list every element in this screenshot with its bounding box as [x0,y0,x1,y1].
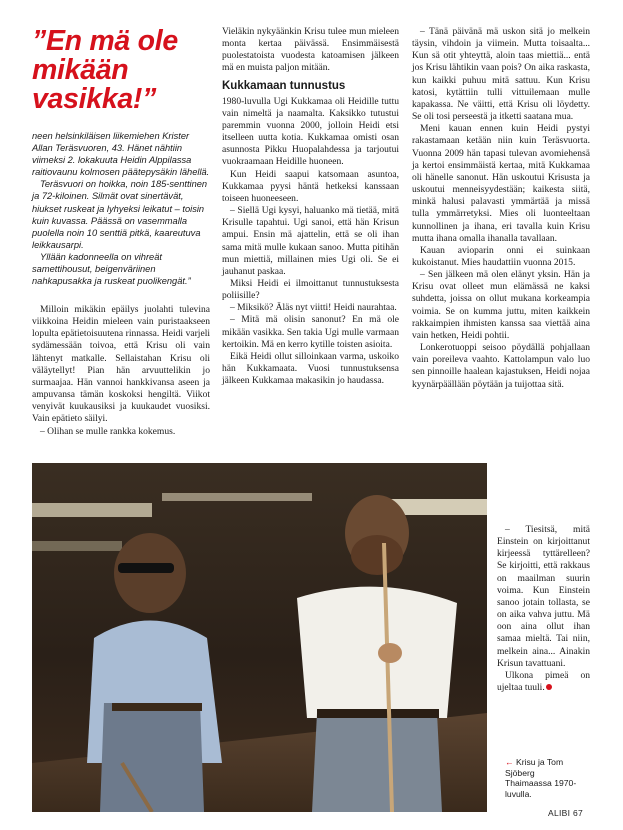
photo-krisu-and-tom [32,463,487,812]
lede-paragraph: Yllään kadonneella on vihreät samettihousut, beigenväriinen nahkapusakka ja ruskeat puolikengät.” [32,251,191,287]
column-2 [222,26,399,387]
body-paragraph: Milloin mikäkin epäilys juolahti tulevina viikkoina Heidin mieleen vain puristaakseen lopulta epätietoisuutena rinnassa. Heidi varjeli sydämessään toivoa, että Krisu oli vain lähtenyt matkalle. Sellaistahan Krisu oli väläytellyt! Pian hän arvuuttelikin jo surmaajaa. Hän vannoi hankkivansa aseen ja ampuvansa tämän koskoksi hengiltä. Viikot venyivät kuukausiksi ja kuukaudet vuosiksi. Vain epätieto säilyi. [32,304,210,425]
photo-image [32,463,487,812]
arrow-left-icon: ← [505,757,514,767]
column-1 [32,304,210,438]
body-paragraph: Lonkerotuoppi seisoo pöydällä pohjallaan vain poreileva vaahto. Kattolampun valo luo sen pinnoille haalean kajastuksen, Heidi nojaa kyynärpäällään pöytään ja tuijottaa sitä. [412,342,590,390]
body-paragraph: – Tiesitsä, mitä Einstein on kirjoittanut kirjeessä tyttärelleen? Se kirjoitti, että rakkaus on maailman suurin voima. Kun Einstein sanoo jotain tollasta, se on aika vahva juttu. Mä oon aina ollut ihan samaa mieltä. Tai niin, melkein aina... Ainakin Krisun tavattuani. [497,524,590,669]
closing-sentence: Ulkona pimeä on ujeltaa tuuli. [497,669,590,694]
body-paragraph: – Sen jälkeen mä olen elänyt yksin. Hän ja Krisu ovat olleet mun elämässä ne kaksi suhdetta, joissa on ollut mukana korkeampia voimia. Se on kumma juttu, miten kaikkein rakkaimpien ihmisten kanssa saa viettää aina vain hetken, Heidi pohtii. [412,269,590,341]
body-paragraph: – Mitä mä olisin sanonut? En mä ole mikään vasikka. Sen takia Ugi mulle varmaan kertoikin. Mä en kerro kytille toisten asioita. [222,314,399,350]
body-paragraph: – Siellä Ugi kysyi, haluanko mä tietää, mitä Krisulle tapahtui. Ugi sanoi, että hän Krisun ampui. Ensin mä ajattelin, että se oli ihan sama mitä mulle kukaan sanoo. Mutta pitihän mun miettiä, millainen mies Ugi oli. Se ei jauhanut paskaa. [222,205,399,277]
body-paragraph: – Miksikö? Äläs nyt viitti! Heidi naurahtaa. [230,302,397,314]
headline: ”En mä ole mikään vasikka!” [32,25,178,115]
body-paragraph: Meni kauan ennen kuin Heidi pystyi rakastamaan ketään niin kuin Teräsvuorta. Vuonna 2009 hän tapasi tulevan avomiehensä ja kertoi ensimmäistä kertaa, mitä Kukkamaa oli hänelle sanonut. Hän uskoutui Krisusta ja uskoutui menneisyydestään; kaikesta siitä, minkä halusi palavasti ymmärtää ja missä tulla ymmärretyksi. Mies oli luonteeltaan kunnollinen ja ihana, eri tavalla kuin Krisu mutta ihana omalla ihanalla tavallaan. [412,123,590,244]
body-paragraph: Eikä Heidi ollut silloinkaan varma, uskoiko hän Kukkamaata. Vuosi tunnustuksensa jälkeen Kukkamaa makasikin jo haudassa. [222,350,399,387]
column-3 [412,26,590,391]
body-paragraph: 1980-luvulla Ugi Kukkamaa oli Heidille tuttu vain nimeltä ja naamalta. Kaksikko tutustui paremmin vuonna 2000, jolloin Heidi etsi itselleen uutta kotia. Kukkamaa omisti osan asunnosta Pikku Huopalahdessa ja tarjoutui vuokraamaan Heidille huoneen. [222,95,399,168]
page-folio: ALIBI 67 [548,808,584,818]
subhead: Kukkamaan tunnustus [222,79,346,92]
body-paragraph: Kauan avioparin onni ei suinkaan kukoistanut. Mies haudattiin vuonna 2015. [412,244,590,268]
end-mark-icon [546,684,552,690]
body-paragraph: Kun Heidi saapui katsomaan asuntoa, Kukkamaa pyysi häntä hetkeksi kanssaan toiseen huoneeseen. [222,168,399,204]
caption-text: Krisu ja Tom Sjöberg Thaimaassa 1970-luvulla. [505,757,577,799]
column-3-narrow [497,524,590,694]
body-paragraph [497,670,590,694]
lede-paragraph: neen helsinkiläisen liikemiehen Krister Allan Teräsvuoren, 43. Hänet nähtiin viimeksi 2. lokakuuta Heidin Alppilassa raitiovaunu kolmosen päätepysäkin lähellä. [32,131,210,178]
lede-paragraph: Teräsvuori on hoikka, noin 185-senttinen ja 72-kiloinen. Silmät ovat sinertävät, hiukset ruskeat ja lyhyeksi leikatut – toisin kuin kuvassa. Päässä on vasemmalla puolella noin 10 senttiä pitkä, kaareutuva leikkausarpi. [32,179,208,250]
lede [32,130,210,287]
body-paragraph: Vieläkin nykyäänkin Krisu tulee mun mieleen monta kertaa päivässä. Ensimmäisestä puolestatoista vuodesta katoamisen jälkeen mä en muista paljon mitään. [222,26,399,74]
body-paragraph: Miksi Heidi ei ilmoittanut tunnustuksesta poliisille? [222,277,399,302]
body-paragraph: – Olihan se mulle rankka kokemus. [40,425,176,437]
body-paragraph: – Tänä päivänä mä uskon sitä jo melkein täysin, vihdoin ja viimein. Mutta toisaalta... Kun sä otit yhteyttä, aloin taas miettiä... entä jos Krisu lähtikin vaan pois? On aika raskasta, kun kaikki puhuu mitä sattuu. Kun Krisu katosi, kytättiin tulli vittuilemaan mulle kapakassa. Ne väitti, että Krisu oli löydetty. Se oli tosi perseestä ja itketti saatana mua. [412,26,590,123]
photo-caption [505,757,580,799]
